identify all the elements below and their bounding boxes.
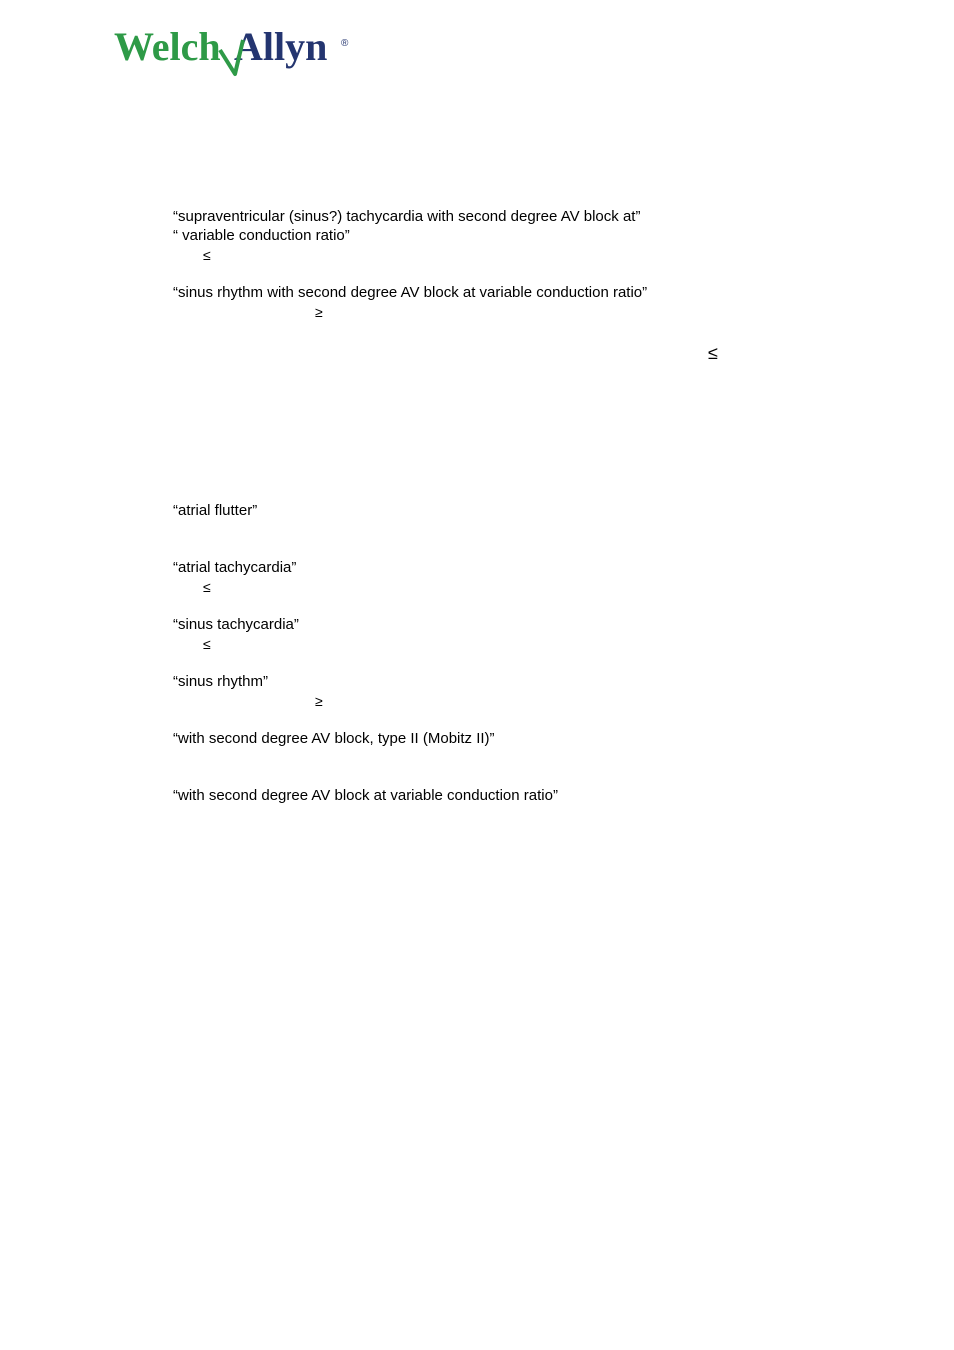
less-equal-symbol: ≤	[203, 247, 211, 263]
statement-line-3: “sinus rhythm with second degree AV block at variable conduction ratio”	[173, 284, 648, 301]
statement-atrial-flutter: “atrial flutter”	[173, 502, 258, 519]
statement-variable-conduction: “with second degree AV block at variable conduction ratio”	[173, 787, 558, 804]
greater-equal-symbol: ≥	[315, 304, 323, 320]
less-equal-symbol: ≤	[203, 636, 211, 652]
statement-line-1: “supraventricular (sinus?) tachycardia with second degree AV block at”	[173, 208, 641, 225]
welch-allyn-logo	[114, 22, 354, 82]
statement-sinus-tachycardia: “sinus tachycardia”	[173, 616, 299, 633]
greater-equal-symbol: ≥	[315, 693, 323, 709]
registered-mark: ®	[341, 38, 349, 49]
statement-line-2: “ variable conduction ratio”	[173, 227, 350, 244]
statement-mobitz-ii: “with second degree AV block, type II (Mobitz II)”	[173, 730, 495, 747]
logo-text-welch: Welch	[114, 24, 221, 69]
statement-sinus-rhythm: “sinus rhythm”	[173, 673, 269, 690]
statement-atrial-tachycardia: “atrial tachycardia”	[173, 559, 297, 576]
less-equal-symbol: ≤	[708, 343, 718, 363]
logo-text-allyn: Allyn	[234, 24, 328, 69]
less-equal-symbol: ≤	[203, 579, 211, 595]
welch-allyn-logo-graphic	[114, 22, 354, 82]
